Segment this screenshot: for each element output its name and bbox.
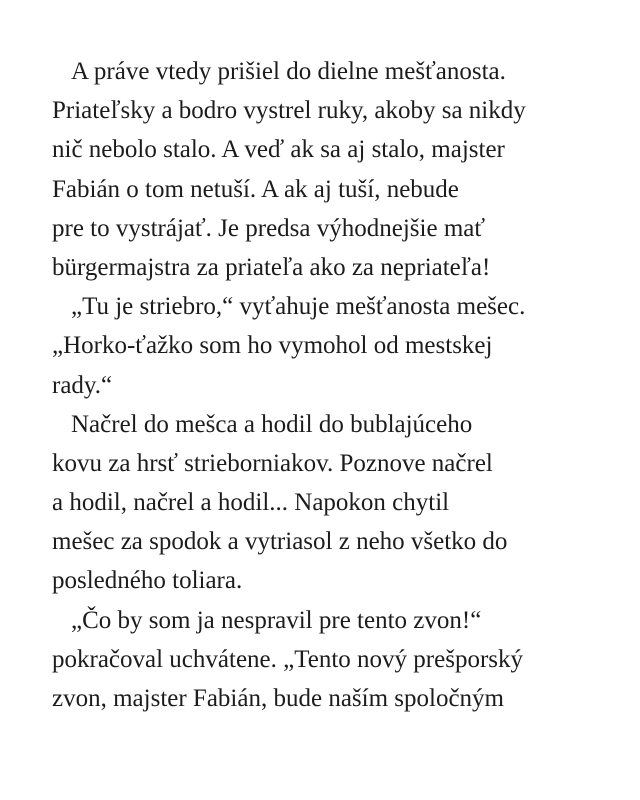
text-line: pre to vystrájať. Je predsa výhodnejšie mať (52, 214, 486, 242)
text-line: Načrel do mešca a hodil do bublajúceho (71, 410, 473, 438)
text-line: A práve vtedy prišiel do dielne mešťanosta. (71, 58, 506, 85)
text-line: „Horko-ťažko som ho vymohol od mestskej (52, 332, 493, 360)
text-line: kovu za hrsť strieborniakov. Poznove načrel (52, 449, 493, 477)
text-line: „Čo by som ja nespravil pre tento zvon!“ (71, 606, 482, 634)
text-line: „Tu je striebro,“ vyťahuje mešťanosta mešec. (71, 293, 526, 321)
text-line: a hodil, načrel a hodil... Napokon chytil (52, 489, 450, 517)
text-line: mešec za spodok a vytriasol z neho všetko do (52, 528, 508, 556)
body-text (52, 52, 612, 718)
text-line: Fabián o tom netuší. A ak aj tuší, nebude (52, 175, 459, 203)
text-line: zvon, majster Fabián, bude naším spoločným (52, 685, 505, 712)
text-line: rady.“ (52, 371, 113, 399)
text-line: bürgermajstra za priateľa ako za nepriateľa! (52, 253, 491, 281)
text-line: nič nebolo stalo. A veď ak sa aj stalo, majster (52, 136, 505, 164)
text-line: pokračoval uchvátene. „Tento nový prešporský (52, 645, 524, 673)
text-line: Priateľsky a bodro vystrel ruky, akoby sa nikdy (52, 97, 526, 125)
text-line: posledného toliara. (52, 567, 243, 595)
